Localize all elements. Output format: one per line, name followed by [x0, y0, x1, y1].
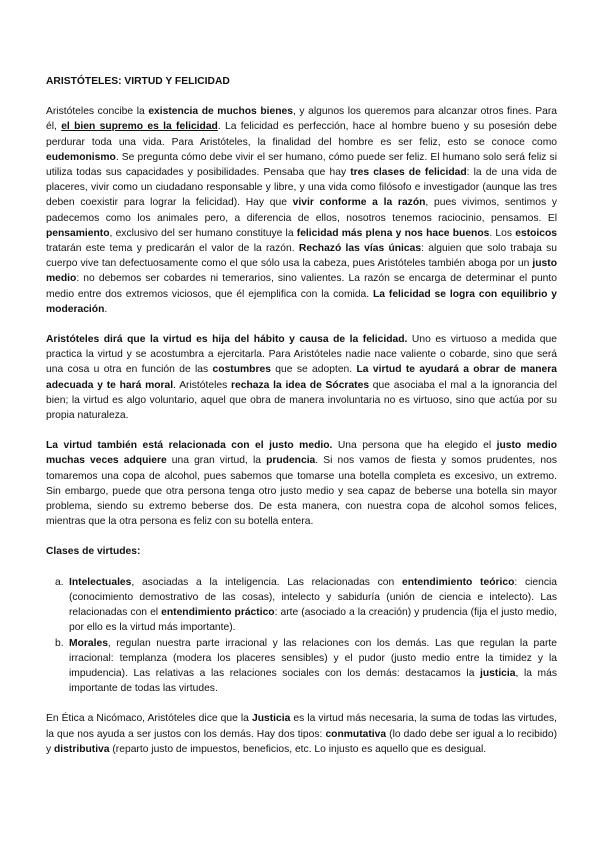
- virtues-list: [46, 575, 557, 697]
- paragraph-justo-medio: [46, 438, 557, 529]
- section-heading-clases: Clases de virtudes:: [46, 546, 141, 558]
- emphasis: tres clases de felicidad: [350, 167, 467, 179]
- text: , regulan nuestra parte irracional y las relaciones con los demás. Las que regulan la parte irracional: templanza (modera los placeres sensibles) y el pudor (justo medio entre la timidez y la impudencia). Las relativas a las relaciones sociales con los demás: destacamos la: [69, 637, 557, 679]
- emphasis: entendimiento teórico: [401, 576, 515, 588]
- text: tratarán este tema y predicarán el valor de la razón.: [46, 243, 299, 255]
- list-item-morales: [46, 636, 557, 697]
- text: . La felicidad es perfección, hace al hombre bueno y su posesión debe perdurar toda una vida. Para Aristóteles, la finalidad del hombre es ser feliz, esto se conoce como: [46, 121, 558, 148]
- emphasis: pensamiento: [46, 227, 110, 239]
- text: , asociadas a la inteligencia. Las relacionadas con: [131, 576, 402, 588]
- text: , y algunos los queremos para alcanzar otros fines. Para él,: [46, 106, 557, 133]
- text: , exclusivo del ser humano constituye la: [109, 227, 297, 239]
- emphasis-underlined: el bien supremo es la felicidad: [61, 121, 218, 133]
- text: es la virtud más necesaria, la suma de todas las virtudes, la que nos ayuda a ser justos con los demás. Hay dos tipos:: [46, 713, 557, 740]
- text: , pues vivimos, sentimos y padecemos como los animales pero, a diferencia de ellos, nosotros tenemos raciocinio, pensamos. El: [46, 197, 558, 224]
- text: (lo dado debe ser igual a lo recibido) y: [46, 728, 558, 755]
- text: . Si nos vamos de fiesta y somos prudentes, nos tomaremos una copa de alcohol, pues sabemos que tomarse una botella completa es excesivo, un extremo. Sin embargo, puede que otra persona tenga otro justo medio y sea capaz de beberse una botella sin mayor problema, siendo su extremo beberse dos. De esta manera, con nuestra copa de alcohol somos felices, mientras que la otra persona es feliz con su botella entera.: [46, 455, 558, 528]
- emphasis: distributiva: [54, 743, 110, 755]
- text: : arte (asociado a la creación) y prudencia (fija el justo medio, por ello es la virtud más importante).: [69, 607, 557, 634]
- emphasis: costumbres: [212, 364, 271, 376]
- emphasis: conmutativa: [325, 728, 387, 740]
- text: : la de una vida de placeres, vivir como un ciudadano responsable y libre, y una vida como filósofo e investigador (aunque las tres deben coexistir para lograr la felicidad). Hay que: [46, 167, 557, 209]
- paragraph-justicia: [46, 711, 557, 757]
- emphasis: La felicidad se logra con equilibrio y moderación: [46, 288, 558, 315]
- emphasis: justo medio muchas veces adquiere: [46, 440, 558, 467]
- text: Una persona que ha elegido el: [332, 440, 497, 452]
- emphasis: vivir conforme a la razón: [292, 197, 426, 209]
- text: . Aristóteles: [173, 379, 232, 391]
- emphasis: felicidad más plena y nos hace buenos: [296, 227, 490, 239]
- emphasis: eudemonismo: [46, 151, 116, 163]
- text: una gran virtud, la: [166, 455, 267, 467]
- emphasis: La virtud te ayudará a obrar de manera adecuada y te hará moral: [46, 364, 557, 391]
- text: que se adopten.: [270, 364, 357, 376]
- text: : alguien que solo trabaja su cuerpo vive tan defectuosamente como el que sólo usa la cabeza, pues Aristóteles también aboga por un: [46, 243, 557, 270]
- text: : no debemos ser cobardes ni temerarios, sino valientes. La razón se encarga de determinar el punto medio entre dos extremos viciosos, que él ejemplifica con la comida.: [46, 273, 557, 300]
- document-body: [46, 74, 557, 757]
- text: En Ética a Nicómaco, Aristóteles dice que la: [46, 713, 252, 725]
- text: : ciencia (conocimiento demostrativo de las cosas), intelecto y sabiduría (unión de ciencia e intelecto). Las relacionadas con el: [69, 576, 557, 619]
- list-marker: a.: [55, 576, 64, 588]
- emphasis: rechaza la idea de Sócrates: [231, 379, 370, 391]
- emphasis: justo medio: [46, 258, 557, 285]
- emphasis: entendimiento práctico: [161, 607, 275, 619]
- text: , la más importante de todas las virtudes.: [69, 667, 557, 695]
- emphasis: La virtud también está relacionada con el justo medio.: [46, 440, 333, 452]
- text: Uno es virtuoso a medida que practica la virtud y se acostumbra a ejercitarla. Para Aristóteles nadie nace valiente o cobarde, sino que será una cosa u otra en función de las: [46, 334, 557, 376]
- page-title: ARISTÓTELES: VIRTUD Y FELICIDAD: [46, 76, 230, 87]
- emphasis: existencia de muchos bienes: [148, 106, 293, 118]
- text: (reparto justo de impuestos, beneficios, etc. Lo injusto es aquello que es desigual.: [109, 743, 487, 755]
- emphasis: estoicos: [515, 227, 558, 239]
- emphasis: Intelectuales: [69, 576, 132, 588]
- emphasis: Aristóteles dirá que la virtud es hija del hábito y causa de la felicidad.: [46, 334, 408, 346]
- emphasis: Rechazó las vías únicas: [298, 243, 422, 255]
- text: . Se pregunta cómo debe vivir el ser humano, cómo puede ser feliz. El humano solo será feliz si utiliza todas sus capacidades y posibilidades. Pensaba que hay: [46, 151, 557, 179]
- text: Aristóteles concibe la: [46, 106, 149, 118]
- list-marker: b.: [55, 637, 64, 649]
- list-item-intelectuales: [46, 575, 557, 636]
- text: .: [104, 303, 108, 315]
- paragraph-virtud-habito: [46, 332, 557, 423]
- emphasis: justicia: [480, 667, 516, 679]
- text: que asociaba el mal a la ignorancia del bien; la virtud es algo voluntario, aquel que obra de manera involuntaria no es virtuoso, sino que actúa por su propia naturaleza.: [46, 379, 557, 422]
- paragraph-felicidad: [46, 104, 557, 317]
- emphasis: prudencia: [266, 455, 316, 467]
- text: . Los: [489, 227, 516, 239]
- emphasis: Justicia: [251, 713, 291, 725]
- emphasis: Morales: [69, 637, 108, 649]
